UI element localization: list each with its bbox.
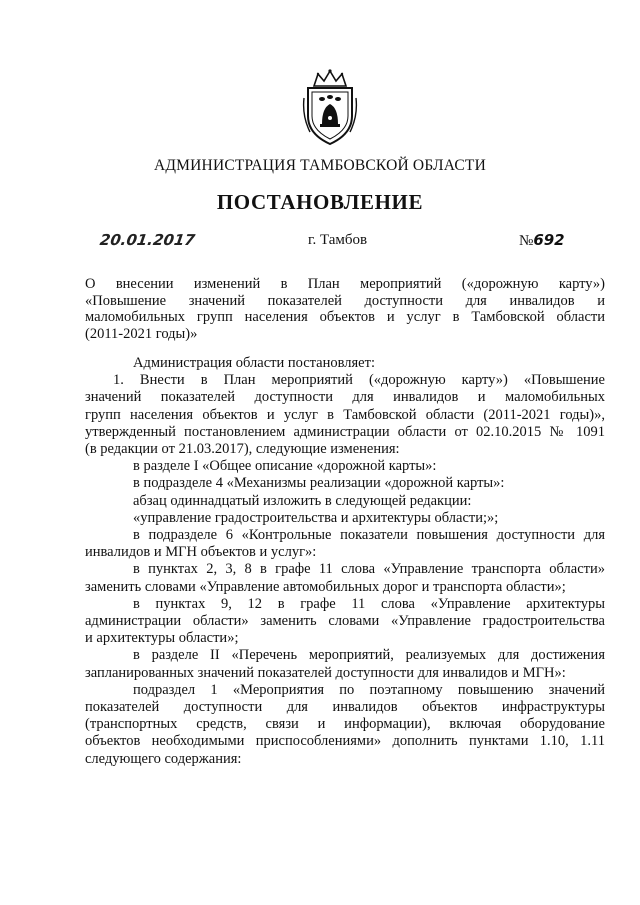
- document-subject: [85, 276, 605, 342]
- organization-title: АДМИНИСТРАЦИЯ ТАМБОВСКОЙ ОБЛАСТИ: [154, 157, 486, 174]
- item-1-line: значений показателей доступности для инвалидов и маломобильных: [85, 389, 605, 406]
- subsection-4-heading: в подразделе 4 «Механизмы реализации «дорожной карты»:: [133, 475, 505, 492]
- points-9-12-line: администрации области» заменить словами «Управление градостроительства: [85, 613, 605, 630]
- item-1-line: 1. Внести в План мероприятий («дорожную карту») «Повышение: [113, 372, 605, 389]
- subsection-1-line: подраздел 1 «Мероприятия по поэтапному повышению значений: [133, 681, 605, 698]
- points-2-3-8-line: в пунктах 2, 3, 8 в графе 11 слова «Управление транспорта области»: [133, 561, 605, 578]
- subject-line: (2011-2021 годы)»: [85, 325, 198, 342]
- paragraph-11-instruction: абзац одиннадцатый изложить в следующей редакции:: [133, 492, 472, 509]
- preamble: Администрация области постановляет:: [133, 355, 375, 371]
- document-date: 20.01.2017: [98, 231, 197, 249]
- section-2-line: запланированных значений показателей доступности для инвалидов и МГН»:: [85, 664, 566, 681]
- points-9-12-line: в пунктах 9, 12 в графе 11 слова «Управление архитектуры: [133, 595, 605, 612]
- subsection-1-line: объектов необходимыми приспособлениями» дополнить пунктами 1.10, 1.11: [85, 733, 605, 750]
- points-2-3-8-line: заменить словами «Управление автомобильных дорог и транспорта области»;: [85, 578, 566, 595]
- number-prefix: №: [519, 233, 534, 249]
- subject-line: маломобильных групп населения объектов и услуг в Тамбовской области: [85, 309, 605, 326]
- document-type-title: ПОСТАНОВЛЕНИЕ: [216, 190, 424, 214]
- item-1-line: групп населения объектов и услуг в Тамбовской области (2011-2021 годы)»,: [85, 406, 605, 423]
- subsection-6-line: инвалидов и МГН объектов и услуг»:: [85, 544, 317, 561]
- document-number: [519, 231, 565, 250]
- document-body: [85, 355, 605, 768]
- number-value: 692: [533, 231, 565, 249]
- item-1-line: (в редакции от 21.03.2017), следующие изменения:: [85, 441, 400, 458]
- document-city: г. Тамбов: [308, 232, 368, 248]
- item-1-line: утвержденный постановлением администрации области от 02.10.2015 № 1091: [85, 423, 605, 440]
- replacement-quote: «управление градостроительства и архитектуры области;»;: [133, 509, 499, 526]
- coat-of-arms-emblem-icon: [300, 68, 360, 146]
- subsection-1-line: (транспортных средств, связи и информации), включая оборудование: [85, 716, 605, 733]
- points-9-12-line: и архитектуры области»;: [85, 630, 239, 647]
- subject-line: «Повышение значений показателей доступности для инвалидов и: [85, 292, 605, 309]
- section-2-line: в разделе II «Перечень мероприятий, реализуемых для достижения: [133, 647, 605, 664]
- subject-line: О внесении изменений в План мероприятий («дорожную карту»): [85, 276, 605, 292]
- subsection-1-line: показателей доступности для инвалидов объектов инфраструктуры: [85, 699, 605, 716]
- section-1-heading: в разделе I «Общее описание «дорожной карты»:: [133, 458, 437, 475]
- subsection-6-line: в подразделе 6 «Контрольные показатели повышения доступности для: [133, 527, 605, 544]
- subsection-1-line: следующего содержания:: [85, 750, 242, 767]
